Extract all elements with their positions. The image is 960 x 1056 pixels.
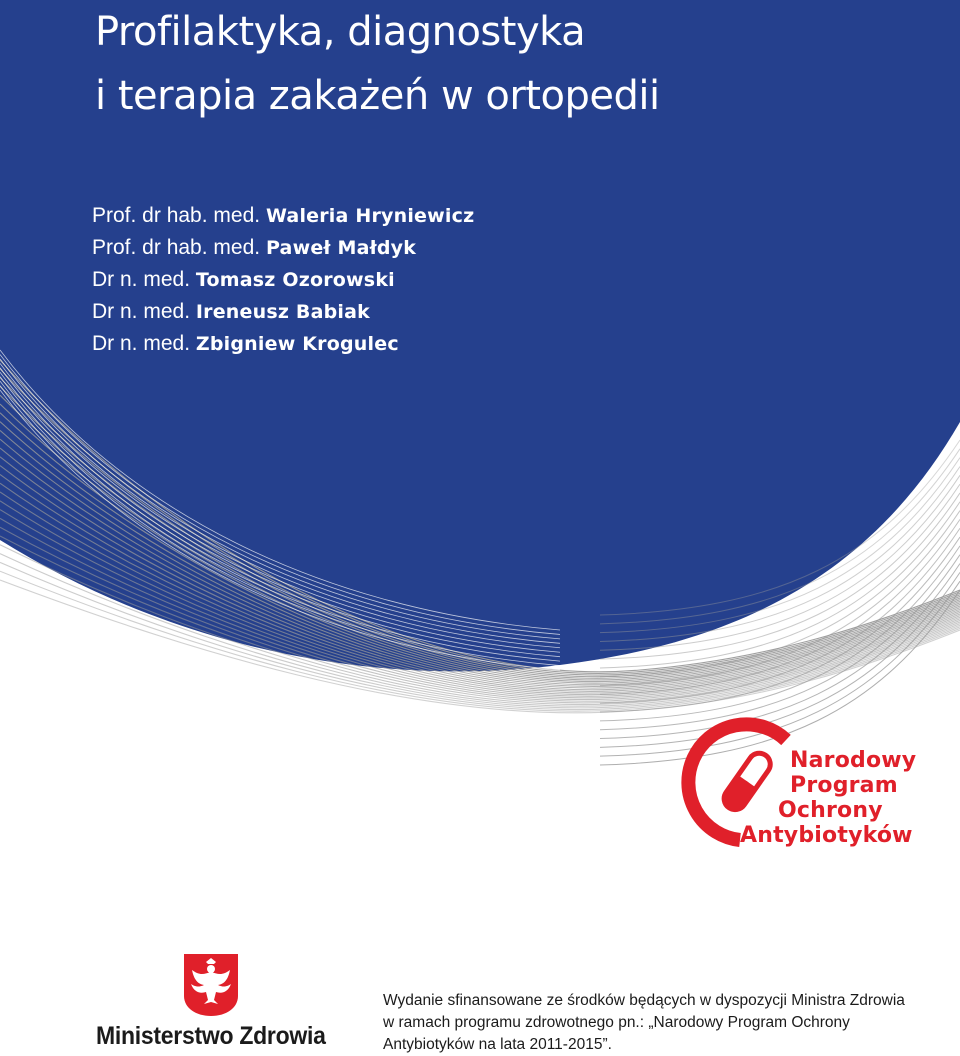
title-line-1: Profilaktyka, diagnostyka (95, 9, 586, 55)
program-logo-line: Antybiotyków (740, 823, 913, 848)
program-logo-text (740, 748, 916, 848)
funding-line-2: w ramach programu zdrowotnego pn.: „Narodowy Program Ochrony (383, 1014, 850, 1031)
author-degree: Prof. dr hab. med. (92, 236, 261, 259)
author-name: Waleria Hryniewicz (265, 205, 475, 227)
author-item (92, 232, 474, 264)
program-logo-line: Ochrony (778, 798, 883, 823)
ministry-name: Ministerstwo Zdrowia (96, 1022, 326, 1050)
program-logo-line: Program (790, 773, 898, 798)
polish-eagle-emblem-icon (182, 952, 240, 1018)
author-item (92, 200, 474, 232)
ministry-logo (96, 952, 336, 1050)
author-item (92, 264, 474, 296)
author-name: Zbigniew Krogulec (195, 333, 399, 355)
program-logo (668, 712, 948, 872)
author-degree: Dr n. med. (92, 332, 191, 355)
funding-line-3: Antybiotyków na lata 2011-2015”. (383, 1036, 612, 1053)
author-name: Ireneusz Babiak (195, 301, 370, 323)
author-list (92, 200, 474, 360)
author-degree: Dr n. med. (92, 300, 191, 323)
author-degree: Prof. dr hab. med. (92, 204, 261, 227)
author-name: Paweł Małdyk (265, 237, 417, 259)
author-item (92, 296, 474, 328)
funding-note (383, 990, 943, 1056)
publication-title (95, 0, 660, 128)
author-item (92, 328, 474, 360)
title-line-2: i terapia zakażeń w ortopedii (95, 73, 660, 119)
author-name: Tomasz Ozorowski (195, 269, 395, 291)
author-degree: Dr n. med. (92, 268, 191, 291)
program-logo-line: Narodowy (790, 748, 917, 773)
funding-line-1: Wydanie sfinansowane ze środków będących w dyspozycji Ministra Zdrowia (383, 992, 905, 1009)
